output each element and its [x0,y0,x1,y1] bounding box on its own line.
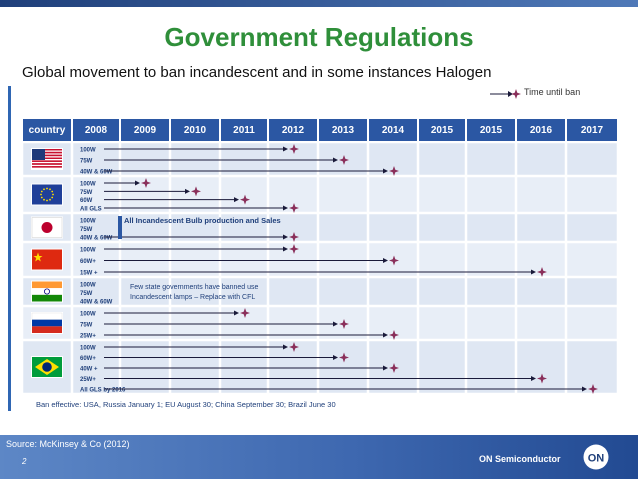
grid-cell [171,278,220,306]
wattage-label: 60W+ [80,259,96,265]
wattage-label: 75W [80,322,93,329]
grid-cell [419,243,466,277]
wattage-label: 40W & 60W [80,299,113,306]
grid-cell [419,278,466,306]
header-year-label: 2011 [233,125,255,136]
wattage-label: 75W [80,189,93,196]
grid-cell [269,278,318,306]
header-country-label: country [28,125,66,136]
footer-bar [0,435,638,479]
grid-cell [369,177,418,213]
grid-cell [467,177,516,213]
on-logo-icon [583,444,609,470]
wattage-label: 100W [80,311,96,318]
grid-cell [467,307,516,340]
grid-cell [567,243,618,277]
grid-cell [419,143,466,176]
header-year-label: 2015 [479,125,503,136]
row-note: All Incandescent Bulb production and Sales [124,216,281,225]
wattage-label: All GLS [80,206,102,213]
usa-flag-icon [31,148,63,170]
legend [488,87,628,101]
japan-flag-icon [31,217,63,239]
grid-cell [567,341,618,394]
grid-cell [517,214,566,242]
wattage-label: 100W [80,181,96,188]
grid-cell [171,341,220,394]
header-year-label: 2017 [580,125,604,136]
grid-cell [221,243,268,277]
grid-cell [517,143,566,176]
wattage-label: 25W+ [80,377,96,383]
wattage-label: 25W+ [80,333,96,340]
logo-text: ON [587,452,605,465]
wattage-label: 100W [80,147,96,154]
top-accent-bar [0,0,638,7]
grid-cell [567,143,618,176]
grid-cell [221,341,268,394]
grid-cell [369,278,418,306]
header-year-label: 2014 [381,125,405,136]
grid-cell [221,278,268,306]
wattage-label: All GLS by 2016 [80,387,126,394]
wattage-label: 100W [80,345,96,352]
wattage-label: 40W + [80,366,98,373]
slide-subtitle: Global movement to ban incandescent and in some instances Halogen [22,64,492,81]
production-bar [118,216,122,239]
grid-cell [221,177,268,213]
company-name: ON Semiconductor [479,454,561,464]
grid-cell [419,177,466,213]
russia-flag-icon [31,312,63,334]
wattage-label: 75W [80,158,93,165]
header-year-label: 2009 [133,125,157,136]
grid-cell [567,307,618,340]
grid-cell [467,341,516,394]
page-number: 2 [22,457,27,466]
header-year-label: 2015 [430,125,454,136]
grid-cell [517,307,566,340]
grid-cell [319,243,368,277]
grid-cell [419,341,466,394]
row-note: Few state governments have banned use Incandescent lamps – Replace with CFL [130,284,259,301]
wattage-label: 60W+ [80,356,96,362]
grid-cell [319,177,368,213]
left-accent-line [8,86,11,411]
wattage-label: 75W [80,291,93,297]
wattage-label: 100W [80,282,96,289]
grid-cell [467,278,516,306]
legend-label: Time until ban [524,87,581,97]
grid-cell [171,177,220,213]
wattage-label: 60W [80,198,93,205]
india-flag-icon [31,281,63,303]
grid-cell [319,278,368,306]
grid-cell [467,243,516,277]
grid-cell [567,214,618,242]
slide-title: Government Regulations [164,22,474,52]
grid-cell [567,177,618,213]
grid-cell [419,307,466,340]
brazil-flag-icon [31,356,63,378]
grid-cell [419,214,466,242]
grid-cell [517,177,566,213]
header-year-label: 2008 [84,125,108,136]
grid-cell [319,214,368,242]
grid-cell [171,243,220,277]
china-flag-icon [31,249,63,271]
header-year-label: 2013 [331,125,355,136]
grid-cell [319,341,368,394]
wattage-label: 75W [80,227,93,233]
header-year-label: 2016 [529,125,553,136]
legend-arrow-icon [488,87,524,101]
grid-cell [517,341,566,394]
ban-timeline-chart [22,118,620,438]
header-year-label: 2012 [281,125,305,136]
ban-effective-note: Ban effective: USA, Russia January 1; EU August 30; China September 30; Brazil June 30 [36,400,336,409]
source-text: Source: McKinsey & Co (2012) [6,439,130,449]
wattage-label: 40W & 60W [80,169,113,176]
grid-cell [121,278,170,306]
wattage-label: 15W + [80,270,98,277]
wattage-label: 100W [80,218,96,225]
grid-cell [467,214,516,242]
grid-cell [121,243,170,277]
grid-cell [121,341,170,394]
grid-cell [467,143,516,176]
grid-cell [567,278,618,306]
wattage-label: 40W & 60W [80,235,113,242]
header-year-label: 2010 [183,125,207,136]
grid-cell [369,214,418,242]
eu-flag-icon [31,184,63,206]
wattage-label: 100W [80,247,96,254]
grid-cell [517,278,566,306]
